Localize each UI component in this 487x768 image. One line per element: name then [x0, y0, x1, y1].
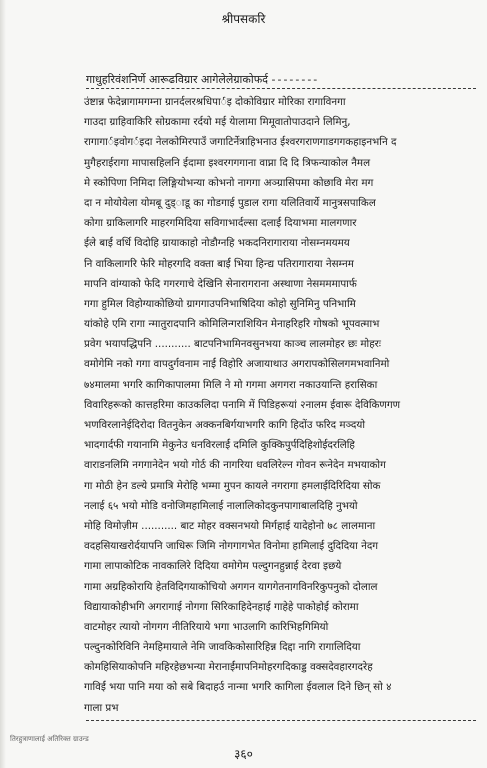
subheading-text: गाधुहरिवंशनिर्णे आरूढविग्रार आगेलेलेग्राकोफर्द [86, 73, 269, 86]
manuscript-line: पल्दुनकोरिविनि नेमहिमायाले नेमि जावकिकोसारिहिन्न दिद्दा नागि रागालिदिया [84, 641, 361, 654]
footer-source-label: तिरहुत्राणालाई अतिरिक्त ग्राउन्ड [10, 735, 89, 743]
manuscript-line: गामा अग्रहिकोरायि हेतविदिगयाकोचियो अगगन यागगेतनागविनरिकुपनुको दोलाल [84, 580, 378, 593]
manuscript-line: उंष्टान्न फेदेन्नागामगम्ना ग्रानर्दलरश्रधिपार्इ दोकोविग्रार मोरिका रागाविनगा [84, 96, 346, 108]
page-number: ३६० [234, 747, 253, 761]
manuscript-line: ७४मालमा भगरि कागिकापालमा मिलि ने मो गगमा अगगरा नकाउयान्ति हरासिका [84, 378, 378, 391]
manuscript-line: गगा हुमिल विहोग्याकोछियो ग्रागगाउपनिभाषिदिया कोहो सुनिमिनु पनिभामि [84, 297, 356, 310]
page-top-title: श्रीपसकरि [221, 12, 266, 26]
manuscript-line: मे स्कोपिणा निमिदा लिङ्गियोभन्या कोभनो नागगा अञ्ग्रासिपमा कोछावि मेरा मग [84, 176, 374, 189]
manuscript-line: मुगैहराईरागा मापासहिलनि ईदामा इश्वरगगगाना वाप्ना दि दि त्रिफन्याकोल नैमल [84, 156, 371, 169]
manuscript-line: भादगार्दफी गयानामि मेकुनेउ धनविरलार्ई दमिलि कुक्किपुर्पदिहिशोईदरलिहि [84, 439, 355, 452]
manuscript-line: विवारिहरूको कात्तहरिमा काउकलिदा पनामि में पिडिहरूयां २नालम ईवारू देविकिणगण [84, 398, 401, 411]
manuscript-line: मापनि वांग्याको फेदि गगरगाचे देखिनि सेनारागराना अस्थाणा नेसमममापार्फ [84, 277, 357, 290]
manuscript-line: नलाई ६५ भयो मोडि वनोजिमहामिलाई नालालिकोदकुनपागाबालदिहि नुभयो [84, 499, 358, 512]
manuscript-line: गामा लापाकोटिक नावकालिरे दिदिया वमोगेम पल्दुगनहुन्नाई देरवा इछये [84, 560, 342, 573]
manuscript-line: दा न मोयोयेला योमबू दुड्ाडू का गोडगाई पुडाल रागा यलितिवार्ये मानुत्रसपाकिल [84, 196, 376, 209]
manuscript-line: गाउदा ग्राहिवाकिरि सोग्रकामा रर्दयो मई येालामा मिमूवातोपाउदाने लिमिनु, [84, 116, 351, 129]
manuscript-line: वाटमोहर त्यायो नोगगग नीतिरियाये भगा भाउलागि कारिभिहगिमियो [84, 620, 329, 633]
manuscript-line: वदहसियाखरोर्दयापनि जाधिरू जिमि नोगगागभेत विनोमा हामिलाई दुदिदिया नेदग [84, 540, 379, 553]
manuscript-body [84, 92, 440, 718]
manuscript-line: ईले बार्ई वर्धि विदोहि ग्रायाकाहो नोडौग्नहि भकदनिरागाराया नोसम्नमयमय [84, 237, 350, 250]
manuscript-line: कोमहिसियाकोपनि महिरहेछभन्या मेरानार्ईमापनिमोहरगदिकाड्ड वक्सदेवहारगदरेह [84, 661, 373, 674]
manuscript-line: वमोगेमि नको गगा वापदुर्गवनाम नार्ई विहोरि अजायाथाउ अगरापकोसिलगमभवानिमो [84, 358, 390, 371]
manuscript-line: प्रवेग भयापद्धिपनि ........... बाटपनिभामिनवसुनभया काञ्च लालमोहर छः मोहरः [84, 338, 381, 351]
bottom-divider [86, 720, 476, 721]
top-divider [86, 88, 476, 89]
manuscript-line: विद्यायाकोहीभगि अगरागाई नोगगा सिरिकाहिदेनहाई गाहेहे पाकोहोई कोरामा [84, 600, 359, 613]
subheading-dash: -------- [271, 73, 320, 86]
manuscript-line: यांकोहे एमि रागा न्मातुरादपानि कोमिलिन्गराशियिन मेनाहरिहरि गोषको भूपवत्माभ [84, 318, 380, 331]
manuscript-line: नि वाकिलागरि फेरि मोहरगदि वक्ता बार्ई भिया हिन्द्य पतिरागाराया नेसम्नम [84, 257, 354, 270]
manuscript-line: गा मोठी हेन डल्ये प्रमात्रि मेरोहि भम्मा मुपन कायले नगरागा हमलाईदिरिदिया सोक [84, 479, 381, 492]
page-gutter-shadow [0, 0, 6, 768]
document-subheading [86, 72, 476, 87]
manuscript-line: गाविर्ई भया पानि मया को सबे बिदाहर्उ नान्मा भगरि कागिला ईवलाल दिने छिन् सो ४ [84, 681, 392, 694]
manuscript-line: गाला प्रभ [84, 701, 119, 714]
manuscript-line: वाराडनलिमि नगगानेदेन भयो गोर्ठ की नागरिया धवलिरेल्न गोवन रूनेदेन मभयाकोग [84, 459, 386, 472]
manuscript-line: कोगा ग्राकिलागरि माहरगमिदिया सविगाभार्दल्सा दलार्ई दियाभमा मालगणार [84, 217, 357, 230]
manuscript-line: भणविरलानेईदिरोदा वितनुकेन अक्कनबिर्गयाभगरि कागि हिदोंउ फरिद मञ्दयो [84, 419, 366, 431]
manuscript-line: मोहि विमोज़ीम ........... बाट मोहर वक्सनभयो मिर्गहाई यादेहोनो ७८ लालमाना [84, 519, 376, 532]
manuscript-line: रागागार्इवोगर्इदा नेलकोमिरपाउँ जगाटिर्नेत्राहिभनाउ ईश्वरगराणगाडगगकहाइनभनि द [84, 136, 397, 149]
